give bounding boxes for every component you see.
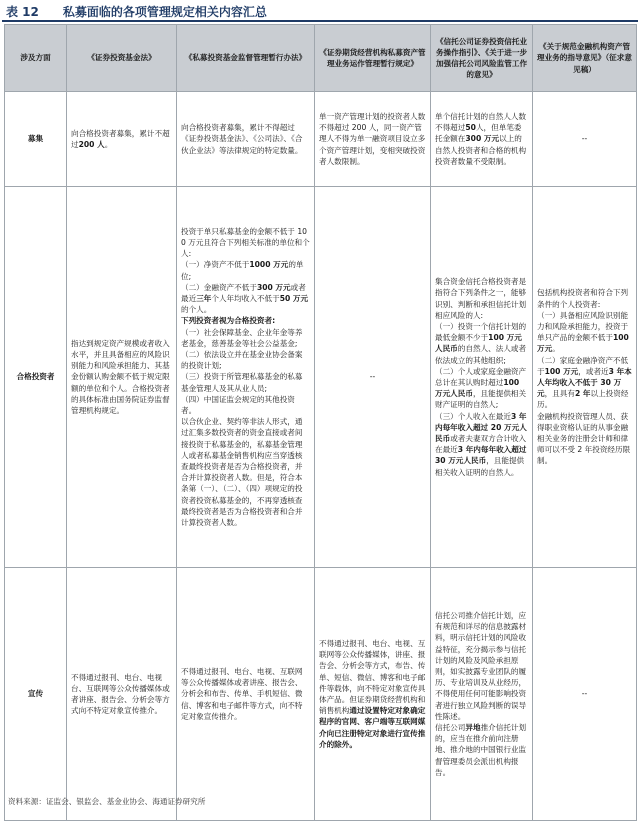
row-aspect: 合格投资者 (5, 187, 67, 568)
header-trust-guidelines: 《信托公司证券投资信托业务操作指引》、《关于进一步加强信托公司风险监管工作的意见》 (431, 25, 533, 92)
table-row (5, 92, 637, 187)
row-aspect: 宣传 (5, 568, 67, 821)
header-private-fund-measures: 《私募投资基金监督管理暂行办法》 (177, 25, 315, 92)
table-cell: 指达到规定资产规模或者收入水平，并且具备相应的风险识别能力和风险承担能力、其基金份额认购金额不低于规定限额的单位和个人。合格投资者的具体标准由国务院证券监督管理机构规定。 (67, 187, 177, 568)
header-asset-mgmt-guidance: 《关于规范金融机构资产管理业务的指导意见》（征求意见稿） (533, 25, 637, 92)
row-aspect: 募集 (5, 92, 67, 187)
table-header-row (5, 25, 637, 92)
table-cell: 包括机构投资者和符合下列条件的个人投资者: （一）具备相应风险识别能力和风险承担能力，投资于单只产品的金额不低于100 万元。 （二）家庭金融净资产不低于100 万元，或者近3 年本人年均收入不低于 30 万元，且具有2 年以上投资经历。 金融机构投资管理人员、获得职业资格认证的从事金融相关业务的注册会计师和律师可以不受 2 年投资经历限制。 (533, 187, 637, 568)
table-number: 表 12 (6, 5, 39, 19)
table-cell: 不得通过报刊、电台、电视、互联网等公众传播媒体或者讲座、报告会、分析会和布告、传单、手机短信、微信、博客和电子邮件等方式，向不特定对象宣传推介。 (177, 568, 315, 821)
header-aspect: 涉及方面 (5, 25, 67, 92)
table-cell: 不得通过报刊、电台、电视、互联网等公众传播媒体，讲座、报告会、分析会等方式，布告、传单、短信、微信、博客和电子邮件等载体，向不特定对象宣传具体产品。但证券期货经营机构和销售机构通过设置特定对象确定程序的官网、客户端等互联网媒介向已注册特定对象进行宣传推介的除外。 (315, 568, 431, 821)
source-note: 资料来源：证监会、银监会、基金业协会、海通证券研究所 (8, 797, 206, 806)
table-cell: 单一资产管理计划的投资者人数不得超过 200 人，同一资产管理人不得为单一融资项目设立多个资产管理计划，变相突破投资者人数限制。 (315, 92, 431, 187)
table-cell: -- (315, 187, 431, 568)
table-row (5, 568, 637, 821)
table-cell: 向合格投资者募集，累计不得超过《证券投资基金法》、《公司法》、《合伙企业法》等法律规定的特定数量。 (177, 92, 315, 187)
regulation-comparison-table (4, 24, 637, 821)
table-cell: 信托公司推介信托计划，应有规范和详尽的信息披露材料，明示信托计划的风险收益特征，充分揭示参与信托计划的风险及风险承担原则，如实披露专业团队的履历、专业培训及从业经历，不得使用任何可能影响投资者进行独立风险判断的误导性陈述。 信托公司异地推介信托计划的，应当在推介前向注册地、推介地的中国银行业监督管理委员会派出机构报告。 (431, 568, 533, 821)
header-securities-fund-law: 《证券投资基金法》 (67, 25, 177, 92)
table-cell: -- (533, 92, 637, 187)
table-cell: 向合格投资者募集，累计不超过200 人。 (67, 92, 177, 187)
table-title (2, 2, 638, 22)
table-cell: 单个信托计划的自然人人数不得超过50人，但单笔委托金额在300 万元以上的自然人投资者和合格的机构投资者数量不受限制。 (431, 92, 533, 187)
table-title-text: 私募面临的各项管理规定相关内容汇总 (62, 5, 267, 19)
table-cell: 投资于单只私募基金的金额不低于 100 万元且符合下列相关标准的单位和个人: （一）净资产不低于1000 万元的单位; （二）金融资产不低于300 万元或者最近三年个人年均收入不低于50 万元的个人。 下列投资者视为合格投资者: （一）社会保障基金、企业年金等养老基金，慈善基金等社会公益基金; （二）依法设立并在基金业协会备案的投资计划; （三）投资于所管理私募基金的私募基金管理人及其从业人员; （四）中国证监会规定的其他投资者。 以合伙企业、契约等非法人形式，通过汇集多数投资者的资金直接或者间接投资于私募基金的，私募基金管理人或者私募基金销售机构应当穿透核查最终投资者是否为合格投资者，并合并计算投资者人数。但是，符合本条第（一）、（二）、（四）项规定的投资者投资私募基金的，不再穿透核查最终投资者是否为合格投资者和合并计算投资者人数。 (177, 187, 315, 568)
table-cell: -- (533, 568, 637, 821)
table-row (5, 187, 637, 568)
table-cell: 不得通过报刊、电台、电视台、互联网等公众传播媒体或者讲座、报告会、分析会等方式向不特定对象宣传推介。 (67, 568, 177, 821)
table-cell: 集合资金信托合格投资者是指符合下列条件之一，能够识别、判断和承担信托计划相应风险的人: （一）投资一个信托计划的最低金额不少于100 万元人民币的自然人、法人或者依法成立的其他组织; （二）个人或家庭金融资产总计在其认购时超过100 万元人民币，且能提供相关财产证明的自然人; （三）个人收入在最近3 年内每年收入超过 20 万元人民币或者夫妻双方合计收入在最近3 年内每年收入超过 30 万元人民币，且能提供相关收入证明的自然人。 (431, 187, 533, 568)
header-futures-asset-mgmt-rules: 《证券期货经营机构私募资产管理业务运作管理暂行规定》 (315, 25, 431, 92)
